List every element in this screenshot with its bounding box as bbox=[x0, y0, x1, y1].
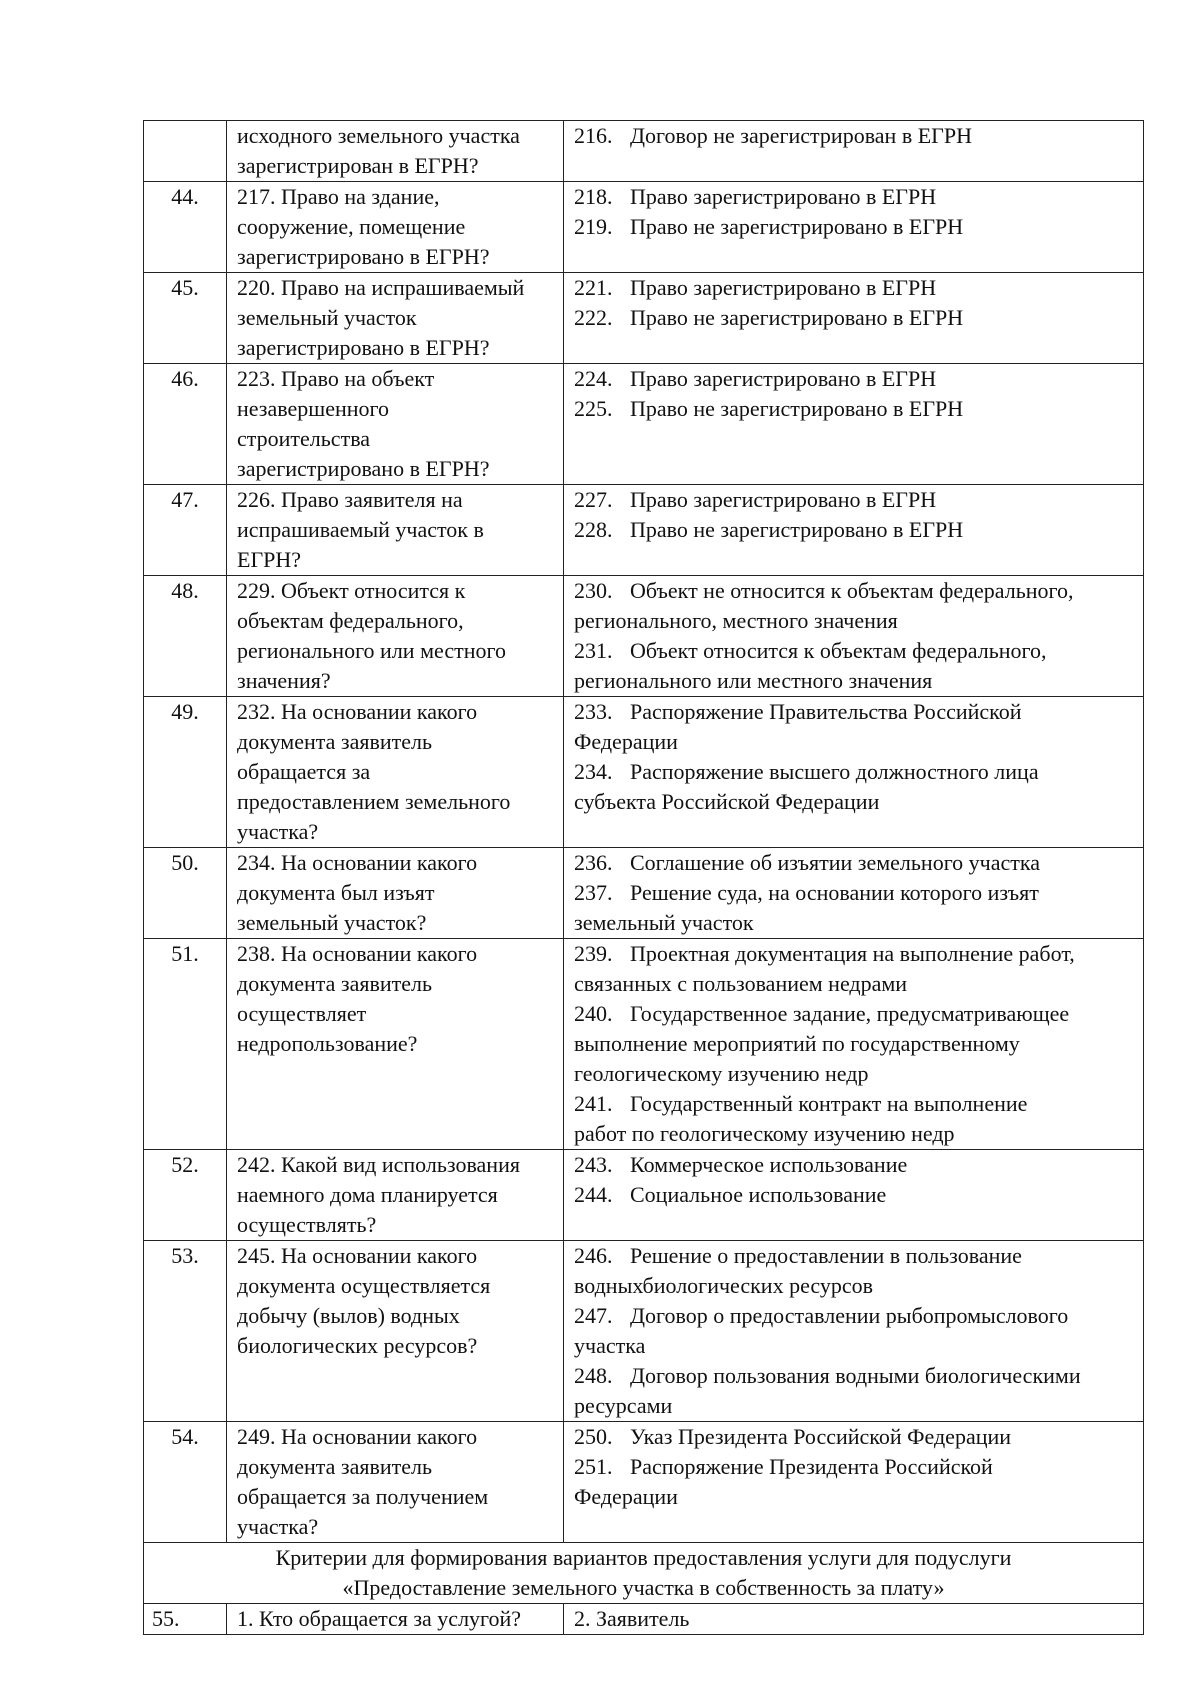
question-line: 226. Право заявителя на bbox=[237, 487, 463, 512]
table-row bbox=[144, 576, 1144, 697]
answer-text: Право зарегистрировано в ЕГРН bbox=[630, 366, 937, 391]
question-cell bbox=[227, 273, 564, 364]
question-line: документа осуществляется bbox=[237, 1273, 491, 1298]
question-cell bbox=[227, 1150, 564, 1241]
answer-text: субъекта Российской Федерации bbox=[574, 789, 880, 814]
question-line: 220. Право на испрашиваемый bbox=[237, 275, 525, 300]
question-cell bbox=[227, 121, 564, 182]
question-line: 245. На основании какого bbox=[237, 1243, 478, 1268]
row-number: 45. bbox=[144, 273, 227, 364]
table-row bbox=[144, 121, 1144, 182]
table-row-55 bbox=[144, 1604, 1144, 1635]
row-number: 49. bbox=[144, 697, 227, 848]
answer-number: 247. bbox=[574, 1303, 613, 1328]
answer-text: Распоряжение Правительства Российской bbox=[630, 699, 1022, 724]
section-header-cell bbox=[144, 1543, 1144, 1604]
answer-cell bbox=[564, 848, 1144, 939]
answer-text: регионального, местного значения bbox=[574, 608, 898, 633]
answer-text: Государственный контракт на выполнение bbox=[630, 1091, 1028, 1116]
question-line: регионального или местного bbox=[237, 638, 506, 663]
question-line: земельный участок bbox=[237, 305, 417, 330]
question-line: добычу (вылов) водных bbox=[237, 1303, 460, 1328]
answer-number: 227. bbox=[574, 487, 613, 512]
answer-cell bbox=[564, 1422, 1144, 1543]
answer-number: 248. bbox=[574, 1363, 613, 1388]
question-line: 249. На основании какого bbox=[237, 1424, 478, 1449]
row-number: 55. bbox=[144, 1604, 227, 1635]
question-line: 234. На основании какого bbox=[237, 850, 478, 875]
answer-text: Договор не зарегистрирован в ЕГРН bbox=[630, 123, 972, 148]
answer-number: 240. bbox=[574, 1001, 613, 1026]
question-cell bbox=[227, 939, 564, 1150]
row-number: 52. bbox=[144, 1150, 227, 1241]
question-line: значения? bbox=[237, 668, 331, 693]
answer-number: 219. bbox=[574, 214, 613, 239]
answer-number: 236. bbox=[574, 850, 613, 875]
answer-text: Указ Президента Российской Федерации bbox=[630, 1424, 1012, 1449]
question-line: зарегистрировано в ЕГРН? bbox=[237, 456, 490, 481]
question-cell bbox=[227, 485, 564, 576]
answer-text: Право не зарегистрировано в ЕГРН bbox=[630, 305, 964, 330]
answer-number: 221. bbox=[574, 275, 613, 300]
answer-text: Федерации bbox=[574, 1484, 678, 1509]
answer-number: 251. bbox=[574, 1454, 613, 1479]
question-line: предоставлением земельного bbox=[237, 789, 511, 814]
row-number: 48. bbox=[144, 576, 227, 697]
answer-option bbox=[574, 878, 1137, 938]
answer-cell: 2. Заявитель bbox=[564, 1604, 1144, 1635]
question-line: 242. Какой вид использования bbox=[237, 1152, 520, 1177]
answer-number: 250. bbox=[574, 1424, 613, 1449]
answer-number: 222. bbox=[574, 305, 613, 330]
table-row bbox=[144, 364, 1144, 485]
question-line: документа заявитель bbox=[237, 971, 433, 996]
question-line: 232. На основании какого bbox=[237, 699, 478, 724]
question-cell bbox=[227, 364, 564, 485]
answer-text: участка bbox=[574, 1333, 646, 1358]
answer-number: 239. bbox=[574, 941, 613, 966]
answer-text: связанных с пользованием недрами bbox=[574, 971, 908, 996]
table-row bbox=[144, 697, 1144, 848]
section-header-line: Критерии для формирования вариантов предоставления услуги для подуслуги bbox=[275, 1545, 1012, 1570]
answer-text: Государственное задание, предусматривающее bbox=[630, 1001, 1070, 1026]
row-number bbox=[144, 121, 227, 182]
answer-option bbox=[574, 848, 1137, 878]
question-line: строительства bbox=[237, 426, 371, 451]
question-line: осуществлять? bbox=[237, 1212, 377, 1237]
row-number: 44. bbox=[144, 182, 227, 273]
answer-text: Социальное использование bbox=[630, 1182, 887, 1207]
answer-option bbox=[574, 121, 1137, 151]
answer-number: 224. bbox=[574, 366, 613, 391]
answer-number: 243. bbox=[574, 1152, 613, 1177]
question-line: участка? bbox=[237, 1514, 319, 1539]
answer-text: Право не зарегистрировано в ЕГРН bbox=[630, 214, 964, 239]
answer-option bbox=[574, 212, 1137, 242]
section-header-row bbox=[144, 1543, 1144, 1604]
answer-option bbox=[574, 1150, 1137, 1180]
answer-text: Право зарегистрировано в ЕГРН bbox=[630, 275, 937, 300]
row-number: 54. bbox=[144, 1422, 227, 1543]
question-cell bbox=[227, 1422, 564, 1543]
question-cell bbox=[227, 1241, 564, 1422]
question-cell bbox=[227, 182, 564, 273]
row-number: 47. bbox=[144, 485, 227, 576]
answer-option bbox=[574, 1301, 1137, 1361]
answer-text: Объект не относится к объектам федерального, bbox=[630, 578, 1074, 603]
question-line: биологических ресурсов? bbox=[237, 1333, 478, 1358]
question-line: исходного земельного участка bbox=[237, 123, 520, 148]
answer-text: Право не зарегистрировано в ЕГРН bbox=[630, 396, 964, 421]
answer-number: 234. bbox=[574, 759, 613, 784]
section-header-line: «Предоставление земельного участка в собственность за плату» bbox=[342, 1575, 945, 1600]
answer-number: 231. bbox=[574, 638, 613, 663]
answer-text: водныхбиологических ресурсов bbox=[574, 1273, 874, 1298]
answer-option bbox=[574, 697, 1137, 757]
answer-option bbox=[574, 1452, 1137, 1512]
question-line: обращается за bbox=[237, 759, 371, 784]
answer-text: Распоряжение Президента Российской bbox=[630, 1454, 993, 1479]
answer-text: геологическому изучению недр bbox=[574, 1061, 869, 1086]
question-line: 223. Право на объект bbox=[237, 366, 435, 391]
answer-number: 241. bbox=[574, 1091, 613, 1116]
answer-number: 233. bbox=[574, 699, 613, 724]
table-row bbox=[144, 848, 1144, 939]
answer-text: Право не зарегистрировано в ЕГРН bbox=[630, 517, 964, 542]
question-line: 229. Объект относится к bbox=[237, 578, 466, 603]
question-line: 217. Право на здание, bbox=[237, 184, 440, 209]
question-line: недропользование? bbox=[237, 1031, 418, 1056]
answer-text: работ по геологическому изучению недр bbox=[574, 1121, 955, 1146]
answer-text: Проектная документация на выполнение работ, bbox=[630, 941, 1075, 966]
answer-option bbox=[574, 576, 1137, 636]
table-row bbox=[144, 1150, 1144, 1241]
answer-option bbox=[574, 485, 1137, 515]
answer-text: Решение суда, на основании которого изъят bbox=[630, 880, 1039, 905]
answer-cell bbox=[564, 1241, 1144, 1422]
answer-option bbox=[574, 394, 1137, 424]
answer-option bbox=[574, 1241, 1137, 1301]
answer-cell bbox=[564, 697, 1144, 848]
question-cell bbox=[227, 848, 564, 939]
answer-option bbox=[574, 999, 1137, 1089]
answer-cell bbox=[564, 182, 1144, 273]
question-line: документа заявитель bbox=[237, 1454, 433, 1479]
question-line: зарегистрирован в ЕГРН? bbox=[237, 153, 479, 178]
answer-text: Федерации bbox=[574, 729, 678, 754]
question-line: документа был изъят bbox=[237, 880, 435, 905]
question-line: документа заявитель bbox=[237, 729, 433, 754]
question-line: участка? bbox=[237, 819, 319, 844]
question-line: 238. На основании какого bbox=[237, 941, 478, 966]
answer-number: 218. bbox=[574, 184, 613, 209]
answer-text: выполнение мероприятий по государственному bbox=[574, 1031, 1020, 1056]
answer-option bbox=[574, 303, 1137, 333]
answer-text: Соглашение об изъятии земельного участка bbox=[630, 850, 1041, 875]
answer-text: Договор о предоставлении рыбопромыслового bbox=[630, 1303, 1069, 1328]
answer-option bbox=[574, 939, 1137, 999]
answer-text: Право зарегистрировано в ЕГРН bbox=[630, 184, 937, 209]
answer-option bbox=[574, 1422, 1137, 1452]
answer-option bbox=[574, 1361, 1137, 1421]
answer-text: Договор пользования водными биологическими bbox=[630, 1363, 1081, 1388]
question-line: наемного дома планируется bbox=[237, 1182, 498, 1207]
row-number: 51. bbox=[144, 939, 227, 1150]
answer-number: 216. bbox=[574, 123, 613, 148]
answer-number: 230. bbox=[574, 578, 613, 603]
question-cell: 1. Кто обращается за услугой? bbox=[227, 1604, 564, 1635]
criteria-table-body bbox=[144, 121, 1144, 1635]
answer-number: 228. bbox=[574, 517, 613, 542]
answer-text: регионального или местного значения bbox=[574, 668, 933, 693]
answer-option bbox=[574, 1089, 1137, 1149]
criteria-table bbox=[143, 120, 1144, 1635]
answer-option bbox=[574, 515, 1137, 545]
answer-text: Объект относится к объектам федерального, bbox=[630, 638, 1047, 663]
question-line: осуществляет bbox=[237, 1001, 367, 1026]
answer-text: земельный участок bbox=[574, 910, 754, 935]
answer-cell bbox=[564, 939, 1144, 1150]
answer-cell bbox=[564, 1150, 1144, 1241]
question-line: незавершенного bbox=[237, 396, 390, 421]
answer-number: 244. bbox=[574, 1182, 613, 1207]
answer-text: Распоряжение высшего должностного лица bbox=[630, 759, 1039, 784]
table-row bbox=[144, 182, 1144, 273]
question-cell bbox=[227, 576, 564, 697]
question-line: ЕГРН? bbox=[237, 547, 302, 572]
row-number: 50. bbox=[144, 848, 227, 939]
question-line: испрашиваемый участок в bbox=[237, 517, 484, 542]
question-line: сооружение, помещение bbox=[237, 214, 466, 239]
answer-number: 246. bbox=[574, 1243, 613, 1268]
answer-option bbox=[574, 364, 1137, 394]
row-number: 46. bbox=[144, 364, 227, 485]
question-cell bbox=[227, 697, 564, 848]
answer-number: 225. bbox=[574, 396, 613, 421]
question-line: обращается за получением bbox=[237, 1484, 489, 1509]
answer-text: Решение о предоставлении в пользование bbox=[630, 1243, 1022, 1268]
answer-cell bbox=[564, 485, 1144, 576]
row-number: 53. bbox=[144, 1241, 227, 1422]
answer-option bbox=[574, 1180, 1137, 1210]
answer-cell bbox=[564, 273, 1144, 364]
answer-text: ресурсами bbox=[574, 1393, 673, 1418]
table-row bbox=[144, 273, 1144, 364]
answer-cell bbox=[564, 121, 1144, 182]
answer-option bbox=[574, 273, 1137, 303]
table-row bbox=[144, 1241, 1144, 1422]
answer-option bbox=[574, 182, 1137, 212]
answer-option bbox=[574, 636, 1137, 696]
answer-text: Коммерческое использование bbox=[630, 1152, 908, 1177]
table-row bbox=[144, 1422, 1144, 1543]
answer-cell bbox=[564, 576, 1144, 697]
answer-number: 237. bbox=[574, 880, 613, 905]
answer-cell bbox=[564, 364, 1144, 485]
question-line: зарегистрировано в ЕГРН? bbox=[237, 244, 490, 269]
answer-text: Право зарегистрировано в ЕГРН bbox=[630, 487, 937, 512]
table-row bbox=[144, 939, 1144, 1150]
question-line: земельный участок? bbox=[237, 910, 427, 935]
answer-option bbox=[574, 757, 1137, 817]
question-line: зарегистрировано в ЕГРН? bbox=[237, 335, 490, 360]
question-line: объектам федерального, bbox=[237, 608, 464, 633]
table-row bbox=[144, 485, 1144, 576]
